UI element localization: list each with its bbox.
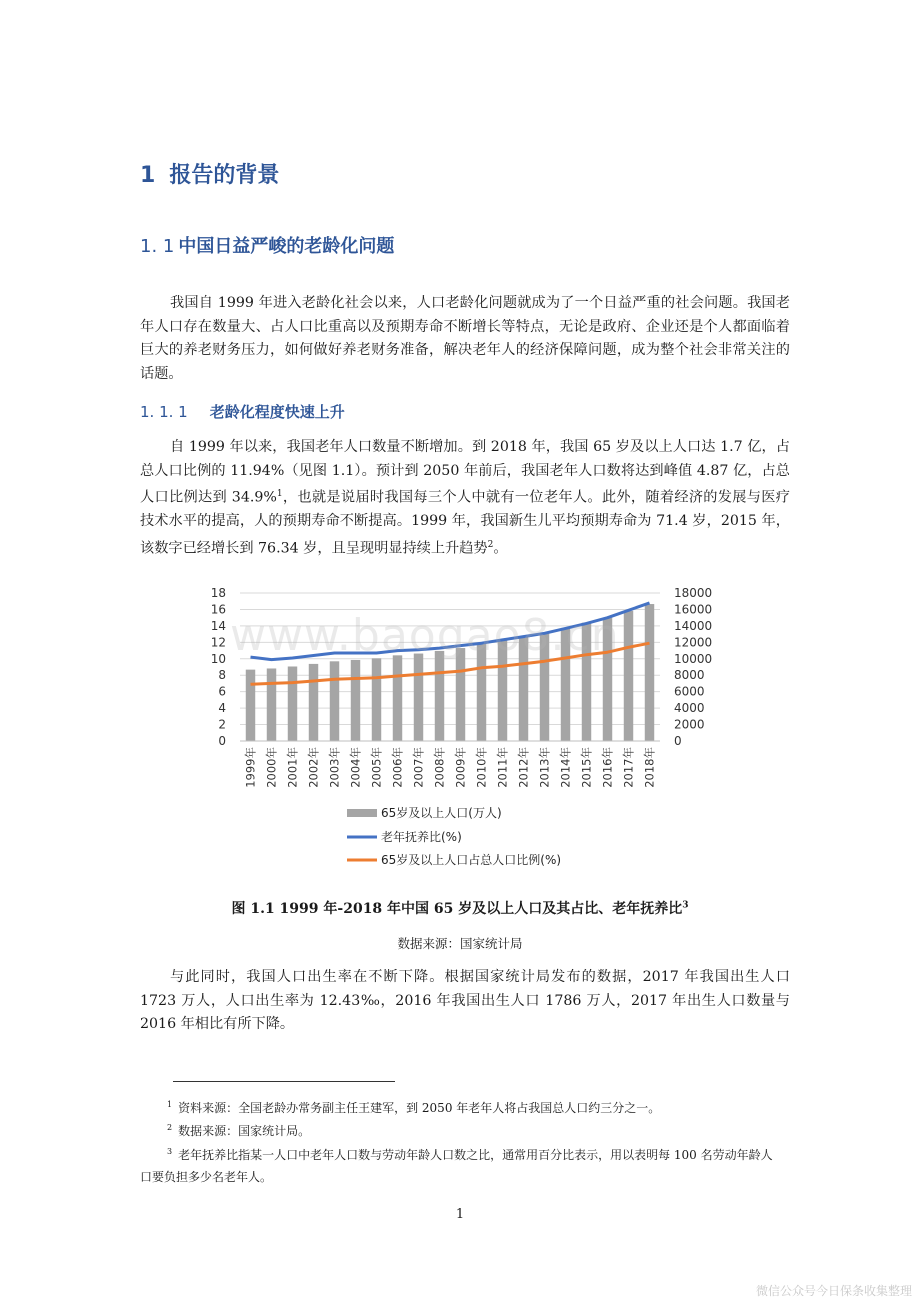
left-axis-tick-label: 6 (218, 684, 226, 699)
right-axis-tick-label: 14000 (674, 618, 713, 633)
right-axis-tick-label: 8000 (674, 668, 705, 683)
x-axis-tick-label: 2004年 (348, 747, 363, 788)
bar (309, 664, 318, 741)
legend-label: 65岁及以上人口占总人口比例(%) (381, 853, 562, 867)
bar (351, 660, 360, 741)
heading-2-number: 1. 1 (140, 236, 175, 257)
page-number: 1 (455, 1207, 465, 1222)
footnote-2-mark: 2 (167, 1123, 173, 1132)
x-axis-tick-label: 2013年 (537, 747, 552, 788)
heading-1 (140, 158, 279, 189)
footnote-ref-1[interactable]: 1 (276, 489, 283, 499)
x-axis-tick-label: 2001年 (285, 747, 300, 788)
heading-3-number: 1. 1. 1 (140, 403, 188, 421)
legend-swatch (347, 809, 377, 817)
bar (393, 655, 402, 741)
legend-label: 老年抚养比(%) (381, 830, 462, 844)
heading-1-number: 1 (140, 163, 156, 188)
paragraph-2 (140, 436, 790, 561)
left-axis-tick-label: 18 (210, 586, 226, 600)
paragraph-1: 我国自 1999 年进入老龄化社会以来，人口老龄化问题就成为了一个日益严重的社会问题。我国老年人口存在数量大、占人口比重高以及预期寿命不断增长等特点，无论是政府、企业还是个人都面临着巨大的养老财务压力，如何做好养老财务准备，解决老年人的经济保障问题，成为整个社会非常关注的话题。 (140, 295, 790, 382)
x-axis-tick-label: 2014年 (558, 747, 573, 788)
bar (330, 661, 339, 741)
x-axis-tick-label: 2015年 (579, 747, 594, 788)
x-axis-tick-label: 2010年 (474, 747, 489, 788)
footnote-ref-2[interactable]: 2 (487, 539, 494, 550)
right-axis-tick-label: 10000 (674, 651, 713, 666)
right-axis-tick-label: 6000 (674, 684, 705, 699)
right-axis-tick-label: 16000 (674, 602, 713, 617)
footnote-3-text: 老年抚养比指某一人口中老年人口数与劳动年龄人口数之比，通常用百分比表示，用以表明每 100 名劳动年龄人口要负担多少名老年人。 (140, 1148, 773, 1184)
x-axis-tick-label: 2007年 (411, 747, 426, 788)
x-axis-tick-label: 2008年 (432, 747, 447, 788)
left-axis-tick-label: 14 (210, 618, 226, 633)
heading-2 (140, 232, 394, 258)
footnote-ref-3[interactable]: 3 (682, 900, 689, 911)
footnote-2 (140, 1117, 780, 1142)
footnote-3-mark: 3 (167, 1147, 173, 1156)
right-axis-tick-label: 2000 (674, 717, 705, 732)
x-axis-tick-label: 2018年 (642, 747, 657, 788)
heading-1-text: 报告的背景 (169, 163, 280, 188)
bar (288, 666, 297, 741)
footnote-divider (173, 1081, 395, 1082)
figure-caption-text: 图 1.1 1999 年-2018 年中国 65 岁及以上人口及其占比、老年抚养比 (231, 901, 683, 917)
x-axis-tick-label: 2002年 (306, 747, 321, 788)
bar (246, 670, 255, 741)
chart-watermark: www.baogao8.cn (230, 610, 620, 661)
paragraph-3: 与此同时，我国人口出生率在不断下降。根据国家统计局发布的数据，2017 年我国出生人口 1723 万人，人口出生率为 12.43‰，2016 年我国出生人口 1786 万人，2017 年出生人口数量与 2016 年相比有所下降。 (140, 969, 790, 1032)
bar (414, 654, 423, 741)
right-axis-tick-label: 4000 (674, 701, 705, 716)
right-axis-tick-label: 0 (674, 734, 682, 748)
x-axis-tick-label: 2006年 (390, 747, 405, 788)
heading-2-text: 中国日益严峻的老龄化问题 (178, 236, 395, 257)
x-axis-tick-label: 2016年 (600, 747, 615, 788)
left-axis-tick-label: 16 (210, 602, 226, 617)
left-axis-tick-label: 10 (210, 651, 226, 666)
footnote-1-text: 资料来源：全国老龄办常务副主任王建军，到 2050 年老年人将占我国总人口约三分之一。 (178, 1101, 661, 1115)
x-axis-tick-label: 2005年 (369, 747, 384, 788)
x-axis-tick-label: 2003年 (327, 747, 342, 788)
footnote-1 (140, 1094, 780, 1119)
heading-3 (140, 401, 345, 422)
bar (435, 651, 444, 741)
left-axis-tick-label: 12 (210, 635, 226, 650)
left-axis-tick-label: 8 (218, 668, 226, 683)
left-axis-tick-label: 0 (218, 734, 226, 748)
x-axis-tick-label: 2017年 (621, 747, 636, 788)
x-axis-tick-label: 2009年 (453, 747, 468, 788)
bar (267, 668, 276, 741)
paragraph-2-part-2: ，也就是说届时我国每三个人中就有一位老年人。此外，随着经济的发展与医疗技术水平的提高，人的预期寿命不断提高。1999 年，我国新生儿平均预期寿命为 71.4 岁，2015 年，该数字已经增长到 76.34 岁，且呈现明显持续上升趋势 (140, 489, 790, 557)
footnote-3 (140, 1141, 780, 1188)
paragraph-2-part-3: 。 (493, 540, 508, 557)
left-axis-tick-label: 4 (218, 701, 226, 716)
x-axis-tick-label: 1999年 (243, 747, 258, 788)
paragraph-2-part-1: 自 1999 年以来，我国老年人口数量不断增加。到 2018 年，我国 65 岁及以上人口达 1.7 亿，占总人口比例的 11.94%（见图 1.1）。预计到 2050 年前后，我国老年人口数将达到峰值 4.87 亿，占总人口比例达到 34.9% (140, 439, 790, 506)
legend-label: 65岁及以上人口(万人) (381, 806, 502, 820)
right-axis-tick-label: 18000 (674, 586, 713, 600)
right-axis-tick-label: 12000 (674, 635, 713, 650)
bar (645, 604, 654, 741)
page-watermark: 微信公众号今日保条收集整理 (755, 1284, 912, 1298)
bar (624, 611, 633, 741)
x-axis-tick-label: 2000年 (264, 747, 279, 788)
bar (456, 648, 465, 741)
footnote-1-mark: 1 (167, 1100, 173, 1109)
left-axis-tick-label: 2 (218, 717, 226, 732)
bar (372, 658, 381, 741)
figure-caption (0, 898, 920, 918)
x-axis-tick-label: 2012年 (516, 747, 531, 788)
heading-3-text: 老龄化程度快速上升 (209, 403, 345, 421)
x-axis-tick-label: 2011年 (495, 747, 510, 788)
footnote-2-text: 数据来源：国家统计局。 (178, 1124, 311, 1138)
figure-source: 数据来源：国家统计局 (397, 936, 523, 951)
